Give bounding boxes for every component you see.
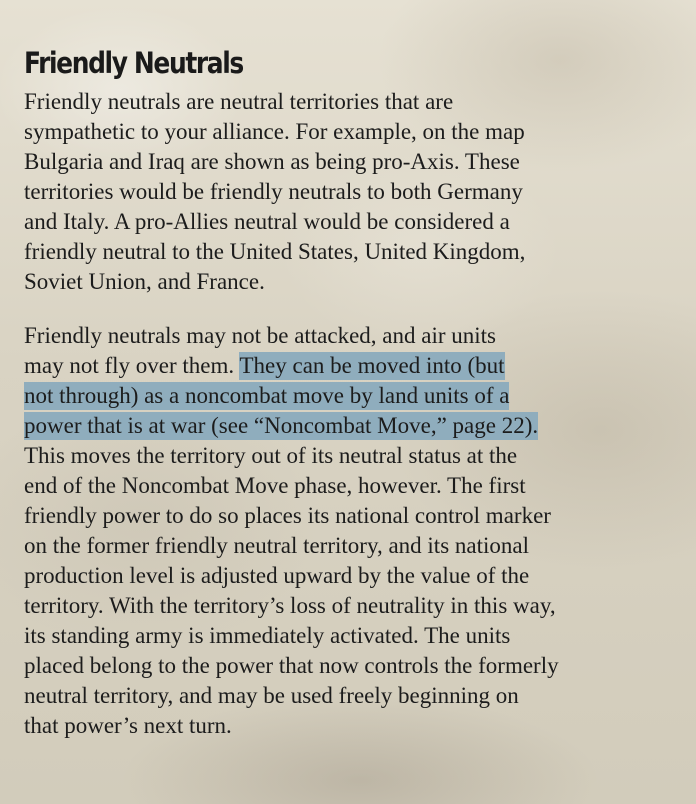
text-line: placed belong to the power that now controls the formerly [24, 653, 559, 678]
text-line: This moves the territory out of its neutral status at the [24, 443, 518, 468]
text-line: Friendly neutrals are neutral territories that are [24, 89, 454, 114]
text-segment: may not fly over them. [24, 353, 240, 378]
text-line: on the former friendly neutral territory, and its national [24, 533, 529, 558]
text-line: territories would be friendly neutrals to both Germany [24, 179, 523, 204]
text-line: neutral territory, and may be used freely beginning on [24, 683, 519, 708]
text-line: and Italy. A pro-Allies neutral would be considered a [24, 209, 510, 234]
paragraph-friendly-neutrals-definition [24, 87, 525, 297]
text-line: its standing army is immediately activated. The units [24, 623, 511, 648]
text-line: Friendly neutrals may not be attacked, and air units [24, 323, 497, 348]
highlighted-text[interactable]: not through) as a noncombat move by land units of a [24, 383, 510, 408]
section-heading: Friendly Neutrals [24, 46, 243, 80]
text-line [24, 381, 559, 411]
text-line: sympathetic to your alliance. For example, on the map [24, 119, 525, 144]
highlighted-text[interactable]: power that is at war (see “Noncombat Move,” page 22). [24, 413, 539, 438]
paragraph-friendly-neutrals-rules [24, 321, 559, 741]
text-line: production level is adjusted upward by the value of the [24, 563, 530, 588]
text-line: friendly power to do so places its national control marker [24, 503, 551, 528]
text-line: Bulgaria and Iraq are shown as being pro-Axis. These [24, 149, 520, 174]
text-line: end of the Noncombat Move phase, however. The first [24, 473, 526, 498]
text-line [24, 351, 559, 381]
text-line [24, 411, 559, 441]
highlighted-text[interactable]: They can be moved into (but [239, 353, 505, 378]
text-line: Soviet Union, and France. [24, 269, 265, 294]
text-line: friendly neutral to the United States, United Kingdom, [24, 239, 526, 264]
text-line: territory. With the territory’s loss of neutrality in this way, [24, 593, 556, 618]
text-line: that power’s next turn. [24, 713, 232, 738]
